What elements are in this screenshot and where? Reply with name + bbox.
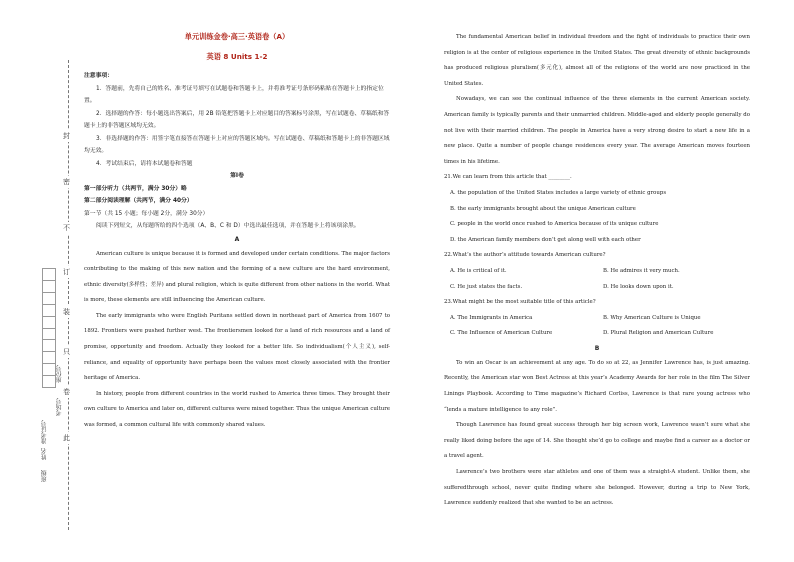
notice-item: 4．考试结束后，请将本试题卷和答题 bbox=[96, 160, 193, 167]
passage-a-paragraph: The fundamental American belief in individual freedom and the fight of individuals to practice their own religion is at the center of religious experience in the United States. The great diversity of ethnic backgrounds has produced religious pluralism(多元化), almost all of the religions of the world are now practiced in the United States. bbox=[444, 34, 750, 87]
notice-item: 3．非选择题的作答：用签字笔直接答在答题卡上对应的答题区域内。写在试题卷、草稿纸和答题卡上的非答题区域均无效。 bbox=[84, 135, 390, 154]
question-23-option: D. Plural Religion and American Culture bbox=[603, 330, 714, 337]
seal-char: 订 bbox=[63, 268, 70, 276]
question-23-stem: 23.What might be the most suitable title of this article? bbox=[444, 299, 596, 306]
passage-a-paragraph: Nowadays, we can see the continual influence of the three elements in the current American society. American family is typically parents and their unmarried children. Middle-aged and elderly people generally do not live with their married children. The people in America have a very strong desire to start a new life in a new place. Quite a number of people change residences every year. The average American moves fourteen times in his lifetime. bbox=[444, 96, 750, 165]
question-22-option: A. He is critical of it. bbox=[450, 267, 507, 274]
name-field-label: 姓名 bbox=[41, 448, 48, 460]
notice-item: 1．答题前，先将自己的姓名、准考证号填写在试题卷和答题卡上，并将准考证号条形码粘贴在答题卡上的指定位置。 bbox=[84, 85, 384, 104]
question-23-option: B. Why American Culture is Unique bbox=[603, 314, 701, 321]
seal-char: 装 bbox=[63, 308, 70, 316]
seal-char: 不 bbox=[63, 224, 70, 232]
exam-room-label: 考场号 bbox=[56, 398, 63, 416]
seal-char: 此 bbox=[63, 434, 70, 442]
seal-char: 卷 bbox=[63, 388, 70, 396]
question-23-options-row bbox=[444, 326, 750, 342]
question-21-option: C. people in the world once rushed to America because of its unique culture bbox=[450, 221, 659, 228]
question-22-option: B. He admires it very much. bbox=[603, 267, 680, 274]
passage-b-label: B bbox=[594, 344, 600, 352]
notice-item: 2．选择题的作答：每小题选出答案后，用 2B 铅笔把答题卡上对应题目的答案标号涂黑，写在试题卷、草稿纸和答题卡上的非答题区域均无效。 bbox=[84, 110, 390, 129]
question-22-stem: 22.What’s the author’s attitude towards American culture? bbox=[444, 252, 606, 259]
left-column bbox=[84, 30, 390, 434]
question-22-options-row bbox=[444, 280, 750, 296]
seal-margin bbox=[0, 0, 82, 562]
seal-char: 封 bbox=[63, 132, 70, 140]
question-21-option: A. the population of the United States includes a large variety of ethnic groups bbox=[450, 189, 667, 196]
question-23-options-row bbox=[444, 311, 750, 327]
question-22-option: C. He just states the facts. bbox=[450, 283, 523, 290]
exam-title: 单元训练金卷·高三·英语卷（A） bbox=[184, 32, 290, 41]
question-23-option: C. The Influence of American Culture bbox=[450, 330, 553, 337]
passage-b-paragraph: Though Lawrence has found great success through her big screen work, Lawrence wasn’t sure what she really liked doing before the age of 14. She thought she’d go to college and maybe find a career as a doctor or a travel agent. bbox=[444, 422, 750, 460]
right-column bbox=[444, 30, 750, 512]
passage-b-paragraph: Lawrence’s two brothers were star athletes and one of them was a straight-A student. Unlike them, she sufferedthrough school, never quite finding where she belonged. However, during a trip to New York, Lawrence suddenly realized that she wanted to be an actress. bbox=[444, 469, 750, 507]
seal-char: 密 bbox=[63, 178, 70, 186]
passage-a-paragraph: The early immigrants who were English Puritans settled down in northeast part of America from 1607 to 1892. Frontiers were pushed further west. The frontiersmen looked for a land of rich resources and a land of promise, opportunity and freedom. Actually they looked for a better life. So individualism(个人主义), self-reliance, and equality of opportunity have perhaps been the values most closely associated with the frontier heritage of America. bbox=[84, 312, 390, 382]
exam-number-grid bbox=[42, 268, 56, 388]
part1-heading: 第一部分听力（共两节，满分 30分）略 bbox=[84, 185, 187, 192]
part2-heading: 第二部分阅读理解（共两节，满分 40分） bbox=[84, 198, 193, 204]
question-21-option: D. the American family members don’t get along well with each other bbox=[450, 236, 641, 243]
admission-number-label: 准考证号 bbox=[41, 420, 48, 444]
seal-char: 只 bbox=[63, 348, 70, 356]
class-field-label: 班级 bbox=[41, 470, 48, 482]
passage-a-paragraph: American culture is unique because it is formed and developed under certain conditions. The major factors contributing to the making of this new nation and the forming of a new culture are the hard environment, ethnic diversity(多样性；差异) and plural religion, which is quite different from other nations in the world. What is more, these elements are still influencing the American culture. bbox=[84, 250, 390, 304]
reading-instruction: 阅读下列短文，从每题所给的四个选项（A、B、C 和 D）中选出最佳选项，并在答题卡上将该项涂黑。 bbox=[96, 223, 360, 229]
question-21-stem: 21.We can learn from this article that ________. bbox=[444, 174, 572, 181]
seat-number-label: 座位号 bbox=[56, 365, 63, 383]
exam-subtitle: 英语 8 Units 1-2 bbox=[206, 52, 268, 61]
volume-heading: 第Ⅰ卷 bbox=[230, 173, 244, 179]
question-21-option: B. the early immigrants brought about the unique American culture bbox=[450, 205, 636, 212]
section1-heading: 第一节（共 15 小题；每小题 2分，满分 30分） bbox=[84, 210, 209, 217]
passage-a-label: A bbox=[234, 235, 240, 243]
passage-b-paragraph: To win an Oscar is an achievement at any age. To do so at 22, as Jennifer Lawrence has, is just amazing. Recently, the American star won Best Actress at this year’s Academy Awards for her role in the film The Silver Linings Playbook. According to Time magazine’s Richard Corliss, Lawrence is that rare young actress who “lends a mature intelligence to any role”. bbox=[444, 359, 750, 413]
passage-a-paragraph: In history, people from different countries in the world rushed to America three times. They brought their own culture to America and later on, different cultures were mixed together. Thus the unique American culture was formed, a common cultural life with commonly shared values. bbox=[84, 390, 390, 429]
notice-title: 注意事项： bbox=[84, 73, 113, 79]
question-22-option: D. He looks down upon it. bbox=[603, 283, 674, 290]
question-22-options-row bbox=[444, 264, 750, 280]
question-23-option: A. The Immigrants in America bbox=[450, 314, 533, 321]
